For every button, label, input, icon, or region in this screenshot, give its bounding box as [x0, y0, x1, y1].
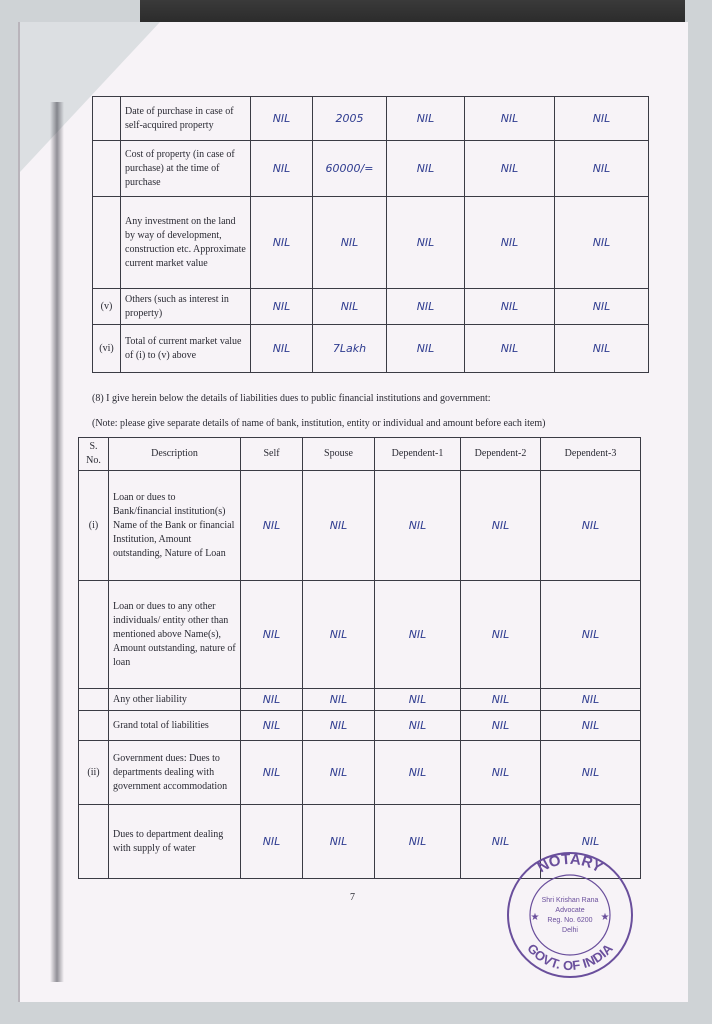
handwritten-value: NIL — [375, 471, 461, 581]
handwritten-value: NIL — [375, 805, 461, 879]
handwritten-value: NIL — [461, 741, 541, 805]
row-description: Grand total of liabilities — [109, 711, 241, 741]
stamp-line-2: Advocate — [555, 907, 585, 914]
handwritten-value: NIL — [303, 741, 375, 805]
handwritten-value: 7Lakh — [313, 325, 387, 373]
row-description: Others (such as interest in property) — [121, 289, 251, 325]
row-index — [79, 689, 109, 711]
handwritten-value: NIL — [465, 325, 555, 373]
liabilities-table — [78, 437, 641, 879]
row-index: (i) — [79, 471, 109, 581]
stamp-star-left-icon: ★ — [530, 912, 540, 923]
table-row — [93, 289, 649, 325]
row-index: (ii) — [79, 741, 109, 805]
handwritten-value: NIL — [241, 805, 303, 879]
handwritten-value: NIL — [303, 711, 375, 741]
row-description: Government dues: Dues to departments dealing with government accommodation — [109, 741, 241, 805]
table-row — [93, 197, 649, 289]
handwritten-value: NIL — [555, 141, 649, 197]
row-description: Total of current market value of (i) to (v) above — [121, 325, 251, 373]
stamp-line-1: Shri Krishan Rana — [541, 897, 599, 904]
row-index — [93, 197, 121, 289]
handwritten-value: NIL — [461, 805, 541, 879]
handwritten-value: NIL — [461, 581, 541, 689]
handwritten-value: NIL — [387, 141, 465, 197]
para-8-liabilities: (8) I give herein below the details of liabilities dues to public financial institutions and government: — [92, 393, 491, 404]
stamp-line-3: Reg. No. 6200 — [547, 917, 593, 924]
handwritten-value: NIL — [313, 197, 387, 289]
handwritten-value: NIL — [555, 289, 649, 325]
handwritten-value: NIL — [541, 581, 641, 689]
handwritten-value: NIL — [375, 689, 461, 711]
column-header: Dependent-1 — [375, 438, 461, 471]
handwritten-value: NIL — [387, 97, 465, 141]
row-index — [93, 97, 121, 141]
handwritten-value: NIL — [541, 711, 641, 741]
handwritten-value: NIL — [303, 581, 375, 689]
row-index: (vi) — [93, 325, 121, 373]
assets-table — [92, 96, 649, 373]
handwritten-value: NIL — [541, 805, 641, 879]
handwritten-value: 60000/= — [313, 141, 387, 197]
stamp-star-right-icon: ★ — [600, 912, 610, 923]
handwritten-value: NIL — [375, 741, 461, 805]
stamp-bottom-text: GOVT. OF INDIA — [524, 940, 616, 974]
table-row — [79, 471, 641, 581]
handwritten-value: NIL — [465, 97, 555, 141]
handwritten-value: NIL — [555, 197, 649, 289]
handwritten-value: NIL — [465, 197, 555, 289]
binding-shadow — [50, 102, 64, 982]
handwritten-value: NIL — [375, 581, 461, 689]
column-header: Spouse — [303, 438, 375, 471]
column-header: S. No. — [79, 438, 109, 471]
table-row — [93, 325, 649, 373]
handwritten-value: NIL — [375, 711, 461, 741]
handwritten-value: NIL — [555, 97, 649, 141]
handwritten-value: NIL — [241, 471, 303, 581]
row-index — [79, 805, 109, 879]
handwritten-value: NIL — [541, 741, 641, 805]
column-header: Dependent-3 — [541, 438, 641, 471]
handwritten-value: NIL — [555, 325, 649, 373]
page-number: 7 — [350, 892, 355, 903]
note-text: (Note: please give separate details of name of bank, institution, entity or individual and amount before each item) — [92, 418, 546, 429]
table-row — [79, 689, 641, 711]
column-header: Self — [241, 438, 303, 471]
stamp-line-4: Delhi — [562, 927, 578, 934]
row-description: Cost of property (in case of purchase) at the time of purchase — [121, 141, 251, 197]
handwritten-value: NIL — [241, 711, 303, 741]
row-index — [93, 141, 121, 197]
handwritten-value: NIL — [251, 325, 313, 373]
notary-stamp — [505, 850, 635, 980]
handwritten-value: NIL — [541, 689, 641, 711]
handwritten-value: NIL — [541, 471, 641, 581]
table-row — [93, 97, 649, 141]
handwritten-value: NIL — [241, 581, 303, 689]
handwritten-value: NIL — [241, 741, 303, 805]
table-row — [93, 141, 649, 197]
row-index: (v) — [93, 289, 121, 325]
handwritten-value: NIL — [465, 141, 555, 197]
handwritten-value: NIL — [251, 289, 313, 325]
table-row — [79, 711, 641, 741]
row-index — [79, 581, 109, 689]
row-description: Dues to department dealing with supply of water — [109, 805, 241, 879]
row-description: Any investment on the land by way of development, construction etc. Approximate current market value — [121, 197, 251, 289]
handwritten-value: 2005 — [313, 97, 387, 141]
handwritten-value: NIL — [303, 805, 375, 879]
table-row — [79, 581, 641, 689]
handwritten-value: NIL — [251, 197, 313, 289]
handwritten-value: NIL — [465, 289, 555, 325]
handwritten-value: NIL — [461, 689, 541, 711]
stamp-top-text: NOTARY — [534, 850, 606, 877]
row-description: Loan or dues to Bank/financial institution(s) Name of the Bank or financial Institution, Amount outstanding, Nature of Loan — [109, 471, 241, 581]
column-header: Description — [109, 438, 241, 471]
handwritten-value: NIL — [251, 97, 313, 141]
row-index — [79, 711, 109, 741]
handwritten-value: NIL — [461, 711, 541, 741]
row-description: Loan or dues to any other individuals/ entity other than mentioned above Name(s), Amount outstanding, nature of loan — [109, 581, 241, 689]
handwritten-value: NIL — [303, 689, 375, 711]
table-row — [79, 741, 641, 805]
handwritten-value: NIL — [251, 141, 313, 197]
row-description: Date of purchase in case of self-acquired property — [121, 97, 251, 141]
handwritten-value: NIL — [303, 471, 375, 581]
handwritten-value: NIL — [387, 197, 465, 289]
handwritten-value: NIL — [313, 289, 387, 325]
handwritten-value: NIL — [461, 471, 541, 581]
row-description: Any other liability — [109, 689, 241, 711]
column-header: Dependent-2 — [461, 438, 541, 471]
handwritten-value: NIL — [387, 325, 465, 373]
handwritten-value: NIL — [387, 289, 465, 325]
handwritten-value: NIL — [241, 689, 303, 711]
